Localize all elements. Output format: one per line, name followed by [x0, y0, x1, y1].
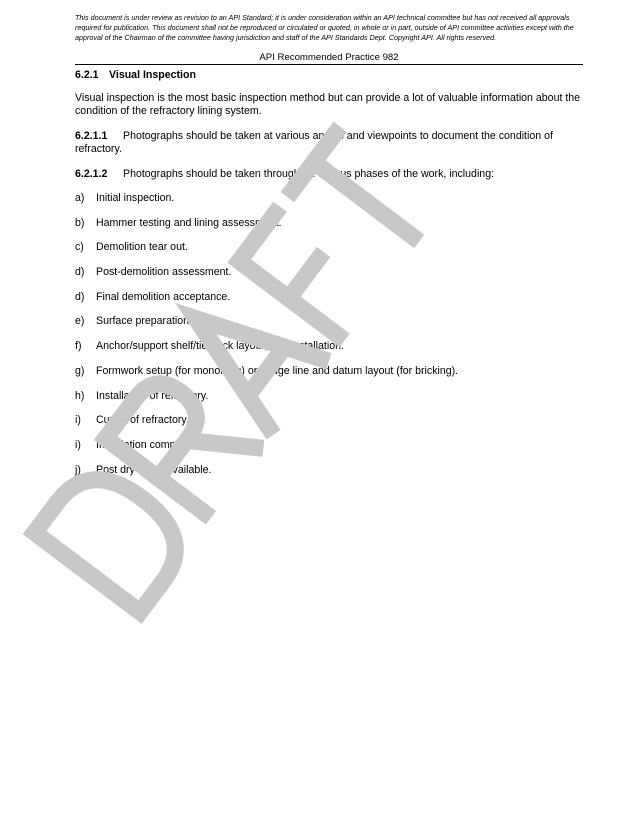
list-item-text: Anchor/support shelf/tie-back layout, and installation.: [96, 340, 344, 353]
header-rule: [75, 64, 583, 65]
list-item: [75, 266, 583, 291]
list-item: [75, 365, 583, 390]
list-item: [75, 464, 583, 489]
subsection-6-2-1-2: [75, 168, 583, 181]
list-item: [75, 439, 583, 464]
list-marker: j): [75, 463, 81, 476]
list-item: [75, 414, 583, 439]
section-heading: [75, 69, 583, 82]
list-item-text: Post-demolition assessment.: [96, 266, 232, 279]
list-item: [75, 340, 583, 365]
subsection-6-2-1-1: [75, 130, 583, 156]
subsection-number: 6.2.1.2: [75, 168, 108, 180]
list-item-text: Hammer testing and lining assessment.: [96, 216, 282, 229]
list-item-text: Initial inspection.: [96, 192, 175, 204]
list-marker: g): [75, 364, 85, 377]
list-item: [75, 192, 583, 217]
document-body: [75, 69, 583, 488]
list-item-text: Formwork setup (for monolithic) or gauge line and datum layout (for bricking).: [96, 364, 459, 377]
list-marker: b): [75, 216, 85, 229]
section-number: 6.2.1: [75, 69, 99, 81]
list-marker: i): [75, 414, 81, 427]
subsection-number: 6.2.1.1: [75, 130, 108, 142]
list-item: [75, 315, 583, 340]
section-title: Visual Inspection: [109, 69, 196, 81]
list-marker: e): [75, 315, 85, 328]
list-item: [75, 291, 583, 316]
list-item-text: Installation of refractory.: [96, 389, 209, 402]
list-item: [75, 241, 583, 266]
photo-phases-list: [75, 192, 583, 488]
list-marker: d): [75, 266, 85, 279]
subsection-text: Photographs should be taken throughout various phases of the work, including:: [123, 168, 495, 180]
list-item-text: Demolition tear out.: [96, 241, 188, 254]
draft-disclaimer: This document is under review as revision to an API Standard; it is under consideration within an API technical committee but has not received all approvals required for publication. This document shall not be reproduced or circulated or quoted, in whole or in part, outside of API committee activities except with the approval of the Chairman of the committee having jurisdiction and staff of the API Standards Dept. Copyright API. All rights reserved.: [75, 13, 574, 42]
list-marker: h): [75, 389, 85, 402]
subsection-text: Photographs should be taken at various angles and viewpoints to document the condition of refractory.: [75, 130, 553, 155]
list-item-text: Surface preparation.: [96, 315, 192, 328]
list-marker: f): [75, 340, 82, 353]
running-header: API Recommended Practice 982: [259, 52, 399, 63]
list-marker: a): [75, 192, 85, 204]
list-item-text: Installation complete.: [96, 438, 196, 451]
list-item-text: Final demolition acceptance.: [96, 290, 231, 303]
list-item-text: Post dry out, if available.: [96, 463, 212, 476]
list-item: [75, 217, 583, 242]
list-item: [75, 390, 583, 415]
list-item-text: Curing of refractory.: [96, 414, 189, 427]
section-intro: Visual inspection is the most basic inspection method but can provide a lot of valuable information about the condition of the refractory lining system.: [75, 92, 581, 117]
list-marker: i): [75, 438, 81, 451]
list-marker: c): [75, 241, 84, 254]
list-marker: d): [75, 290, 85, 303]
